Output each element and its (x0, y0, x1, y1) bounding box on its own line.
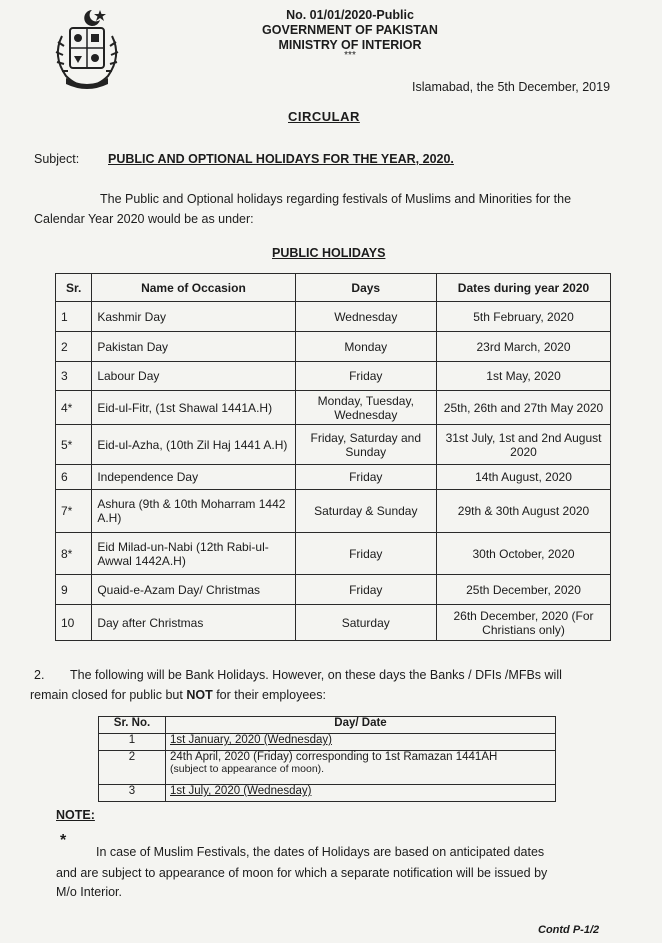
row-occasion: Independence Day (92, 465, 295, 490)
row-sr: 2 (56, 332, 92, 362)
row-days: Monday (295, 332, 436, 362)
table-row (56, 425, 611, 465)
note-line-3: M/o Interior. (56, 885, 122, 899)
row-sr: 3 (56, 362, 92, 391)
bank-row-sr: 1 (99, 734, 166, 751)
intro-line-1: The Public and Optional holidays regarding festivals of Muslims and Minorities for the (100, 192, 572, 206)
note-star: * (60, 832, 67, 849)
row-sr: 8* (56, 533, 92, 575)
row-days: Friday (295, 533, 436, 575)
table-row (56, 490, 611, 533)
row-days: Friday (295, 575, 436, 605)
row-date: 29th & 30th August 2020 (437, 490, 611, 533)
subject-text: PUBLIC AND OPTIONAL HOLIDAYS FOR THE YEAR, 2020. (108, 152, 454, 166)
note-line-1: In case of Muslim Festivals, the dates of Holidays are based on anticipated dates (96, 845, 545, 859)
bank-table-header-row (99, 717, 556, 734)
bank-header-sr: Sr. No. (99, 717, 166, 734)
table-header-row (56, 274, 611, 302)
note-title: NOTE: (56, 808, 95, 822)
bank-row-date: 24th April, 2020 (Friday) corresponding to 1st Ramazan 1441AH (subject to appearance of moon). (166, 751, 556, 785)
row-date: 14th August, 2020 (437, 465, 611, 490)
header-dates: Dates during year 2020 (437, 274, 611, 302)
row-date: 25th December, 2020 (437, 575, 611, 605)
row-days: Friday (295, 362, 436, 391)
row-sr: 6 (56, 465, 92, 490)
bank-header-date: Day/ Date (166, 717, 556, 734)
bank-row-sr: 2 (99, 751, 166, 785)
table-row (56, 362, 611, 391)
table-row (56, 575, 611, 605)
row-days: Saturday (295, 605, 436, 641)
circular-title: CIRCULAR (288, 109, 360, 124)
row-sr: 5* (56, 425, 92, 465)
row-days: Saturday & Sunday (295, 490, 436, 533)
bank-row-date: 1st January, 2020 (Wednesday) (166, 734, 556, 751)
row-sr: 4* (56, 391, 92, 425)
row-occasion: Pakistan Day (92, 332, 295, 362)
table-row (56, 332, 611, 362)
row-occasion: Labour Day (92, 362, 295, 391)
row-sr: 1 (56, 302, 92, 332)
para2-not-emphasis: NOT (186, 688, 213, 702)
public-holidays-table (55, 273, 611, 641)
header-stars: *** (344, 50, 356, 61)
public-holidays-title: PUBLIC HOLIDAYS (272, 246, 386, 260)
table-row (99, 734, 556, 751)
continued-marker: Contd P-1/2 (538, 924, 600, 936)
table-row (56, 533, 611, 575)
row-date: 25th, 26th and 27th May 2020 (437, 391, 611, 425)
table-row (99, 751, 556, 785)
row-date: 31st July, 1st and 2nd August 2020 (437, 425, 611, 465)
row-days: Wednesday (295, 302, 436, 332)
row-occasion: Quaid-e-Azam Day/ Christmas (92, 575, 295, 605)
row-days: Friday (295, 465, 436, 490)
row-occasion: Eid-ul-Azha, (10th Zil Haj 1441 A.H) (92, 425, 295, 465)
government-name: GOVERNMENT OF PAKISTAN (262, 23, 438, 37)
row-date: 1st May, 2020 (437, 362, 611, 391)
header-days: Days (295, 274, 436, 302)
row-occasion: Ashura (9th & 10th Moharram 1442 A.H) (92, 490, 295, 533)
intro-line-2: Calendar Year 2020 would be as under: (34, 212, 254, 226)
row-occasion: Day after Christmas (92, 605, 295, 641)
bank-row-date: 1st July, 2020 (Wednesday) (166, 785, 556, 802)
reference-number: No. 01/01/2020-Public (286, 8, 414, 22)
issue-date: Islamabad, the 5th December, 2019 (412, 80, 611, 94)
row-date: 23rd March, 2020 (437, 332, 611, 362)
row-occasion: Eid-ul-Fitr, (1st Shawal 1441A.H) (92, 391, 295, 425)
row-days: Friday, Saturday and Sunday (295, 425, 436, 465)
bank-row-sr: 3 (99, 785, 166, 802)
row-date: 5th February, 2020 (437, 302, 611, 332)
row-sr: 7* (56, 490, 92, 533)
row-date: 30th October, 2020 (437, 533, 611, 575)
table-row (56, 302, 611, 332)
ministry-name: MINISTRY OF INTERIOR (278, 38, 422, 52)
para2-line-2: remain closed for public but NOT for their employees: (30, 688, 326, 702)
row-occasion: Eid Milad-un-Nabi (12th Rabi-ul-Awwal 1442A.H) (92, 533, 295, 575)
table-row (56, 605, 611, 641)
note-line-2: and are subject to appearance of moon for which a separate notification will be issued by (56, 866, 548, 880)
para2-line-1: The following will be Bank Holidays. However, on these days the Banks / DFIs /MFBs will (70, 668, 562, 682)
row-sr: 9 (56, 575, 92, 605)
table-row (56, 391, 611, 425)
table-row (99, 785, 556, 802)
header-occasion: Name of Occasion (92, 274, 295, 302)
row-days: Monday, Tuesday, Wednesday (295, 391, 436, 425)
row-date: 26th December, 2020 (For Christians only) (437, 605, 611, 641)
para2-number: 2. (34, 668, 45, 682)
state-emblem-icon (44, 6, 130, 94)
row-occasion: Kashmir Day (92, 302, 295, 332)
row-sr: 10 (56, 605, 92, 641)
subject-label: Subject: (34, 152, 80, 166)
table-row (56, 465, 611, 490)
header-sr: Sr. (56, 274, 92, 302)
bank-holidays-table (98, 716, 556, 802)
